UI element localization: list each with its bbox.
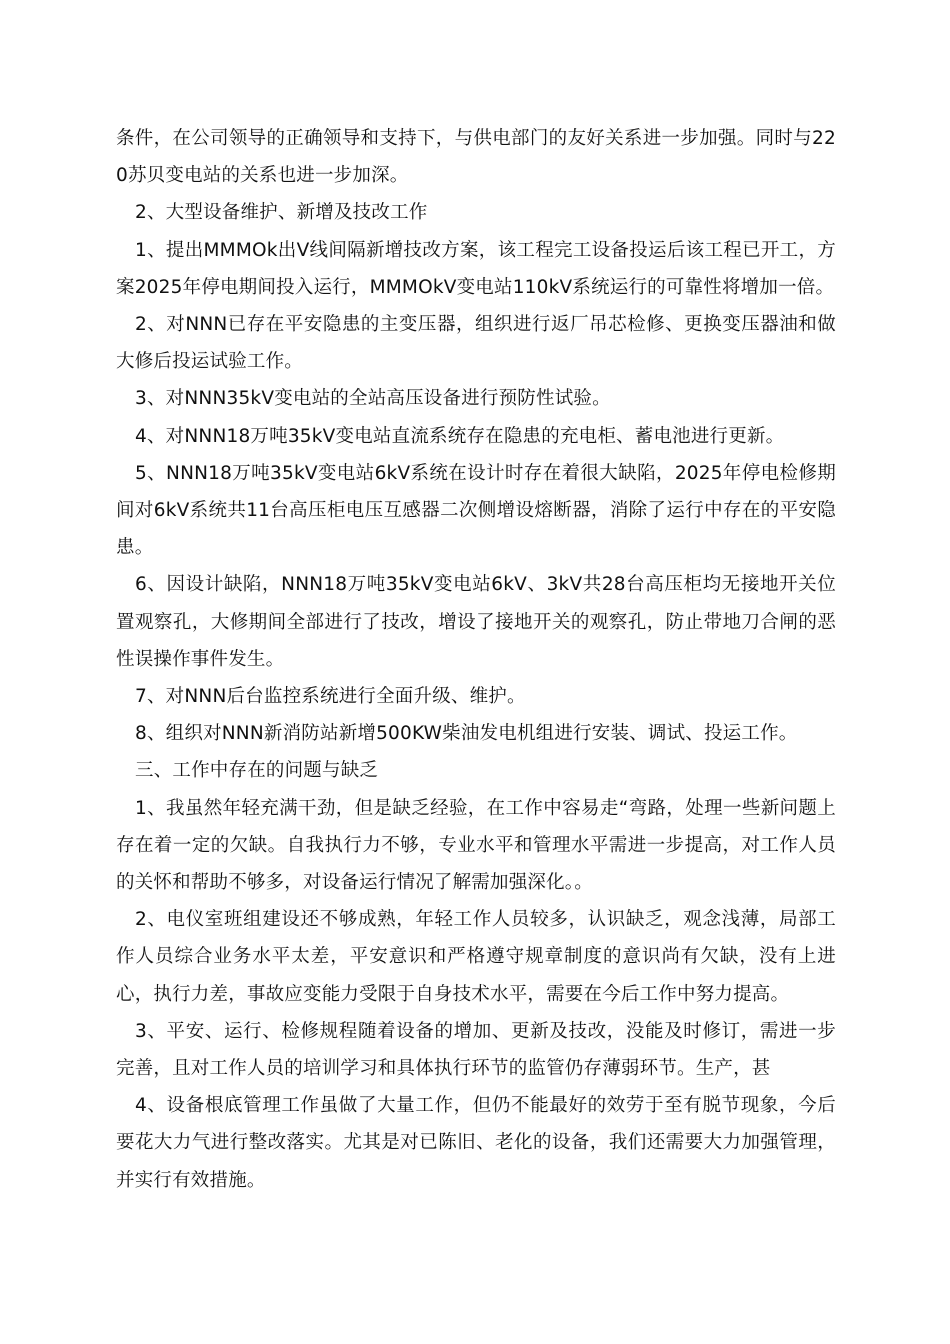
list-item-3: 3、对NNN35kV变电站的全站高压设备进行预防性试验。 (135, 388, 611, 410)
problem-item-4: 4、设备根底管理工作虽做了大量工作，但仍不能最好的效劳于至有脱节现象，今后要花大力气进行整改落实。尤其是对已陈旧、老化的设备，我们还需要大力加强管理，并实行有效措施。 (116, 1095, 836, 1191)
list-item-1: 1、提出MMMOk出V线间隔新增技改方案，该工程完工设备投运后该工程已开工，方案2025年停电期间投入运行，MMMOkV变电站110kV系统运行的可靠性将增加一倍。 (116, 239, 836, 298)
section-heading-equipment-work: 2、大型设备维护、新增及技改工作 (135, 202, 428, 224)
problem-item-2: 2、电仪室班组建设还不够成熟，年轻工作人员较多，认识缺乏，观念浅薄，局部工作人员综合业务水平太差，平安意识和严格遵守规章制度的意识尚有欠缺，没有上进心，执行力差，事故应变能力受限于自身技术水平，需要在今后工作中努力提高。 (116, 909, 836, 1005)
list-item-6: 6、因设计缺陷，NNN18万吨35kV变电站6kV、3kV共28台高压柜均无接地开关位置观察孔，大修期间全部进行了技改，增设了接地开关的观察孔，防止带地刀合闸的恶性误操作事件发生。 (116, 574, 836, 670)
list-item-7: 7、对NNN后台监控系统进行全面升级、维护。 (135, 686, 526, 708)
document-body (116, 120, 836, 1199)
list-item-4: 4、对NNN18万吨35kV变电站直流系统存在隐患的充电柜、蓄电池进行更新。 (135, 425, 785, 447)
list-item-5: 5、NNN18万吨35kV变电站6kV系统在设计时存在着很大缺陷，2025年停电检修期间对6kV系统共11台高压柜电压互感器二次侧增设熔断器，消除了运行中存在的平安隐患。 (116, 462, 836, 559)
section-heading-problems: 三、工作中存在的问题与缺乏 (135, 760, 379, 782)
list-item-8: 8、组织对NNN新消防站新增500KW柴油发电机组进行安装、调试、投运工作。 (135, 723, 798, 745)
problem-item-3: 3、平安、运行、检修规程随着设备的增加、更新及技改，没能及时修订，需进一步完善，且对工作人员的培训学习和具体执行环节的监管仍存薄弱环节。生产，甚 (116, 1020, 836, 1080)
paragraph-continuation: 条件，在公司领导的正确领导和支持下，与供电部门的友好关系进一步加强。同时与220苏贝变电站的关系也进一步加深。 (116, 128, 836, 187)
problem-item-1: 1、我虽然年轻充满干劲，但是缺乏经验，在工作中容易走“弯路，处理一些新问题上存在着一定的欠缺。自我执行力不够，专业水平和管理水平需进一步提高，对工作人员的关怀和帮助不够多，对设备运行情况了解需加强深化。。 (116, 797, 836, 894)
list-item-2: 2、对NNN已存在平安隐患的主变压器，组织进行返厂吊芯检修、更换变压器油和做大修后投运试验工作。 (116, 314, 836, 373)
